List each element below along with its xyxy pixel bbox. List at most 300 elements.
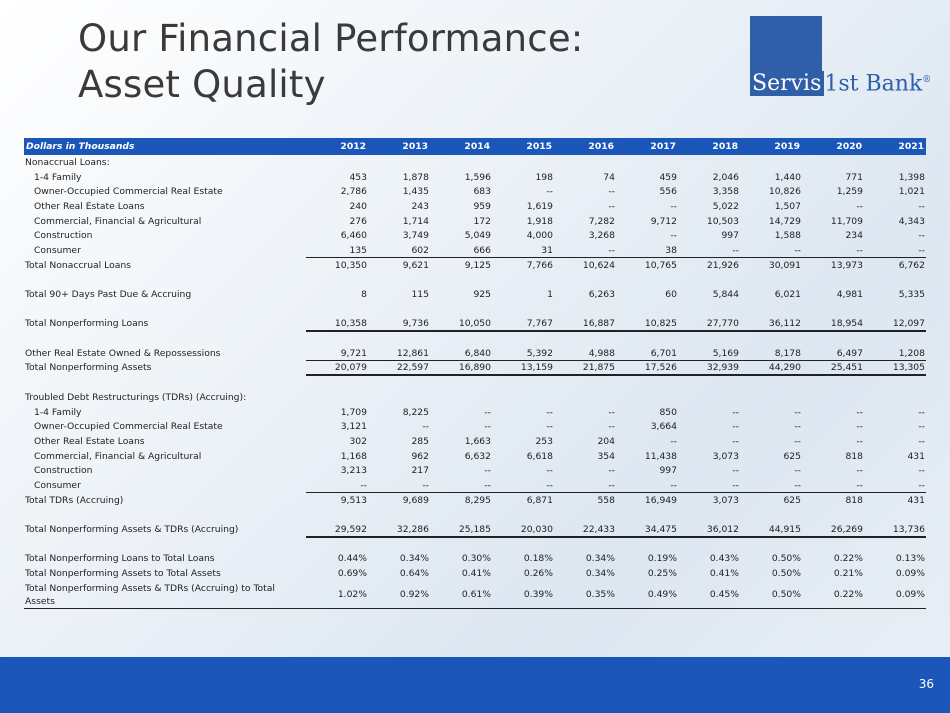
cell-value: 74: [603, 171, 615, 183]
cell-value: 3,213: [340, 465, 367, 477]
header-dollars-in-thousands: Dollars in Thousands: [24, 138, 306, 155]
empty-cell: [802, 331, 864, 346]
cell-value: 9,689: [402, 494, 429, 506]
cell-value: 10,350: [334, 259, 367, 271]
cell-value: 22,433: [554, 522, 616, 537]
cell-value: 30,091: [768, 259, 801, 271]
row-label: [24, 375, 306, 390]
empty-cell: [740, 273, 802, 288]
empty-cell: [740, 375, 802, 390]
empty-cell: [492, 537, 554, 552]
cell-value: 556: [659, 186, 677, 198]
cell-value: 240: [349, 200, 367, 212]
cell-value: 5,022: [712, 200, 739, 212]
row-label: Owner-Occupied Commercial Real Estate: [34, 186, 223, 198]
cell-value: --: [546, 465, 553, 477]
cell-value: 997: [721, 230, 739, 242]
logo-word-servis: Servis: [750, 71, 824, 96]
cell-value: 0.39%: [492, 581, 554, 609]
cell-value: 253: [535, 435, 553, 447]
cell-value: 25,451: [802, 361, 864, 376]
cell-value: 29,592: [306, 522, 368, 537]
cell-value: --: [918, 421, 925, 433]
cell-value: 1,507: [774, 200, 801, 212]
cell-value: 172: [473, 215, 491, 227]
empty-cell: [802, 390, 864, 405]
cell-value: 7,766: [526, 259, 553, 271]
cell-value: 1,435: [402, 186, 429, 198]
row-label: Nonaccrual Loans:: [25, 156, 110, 168]
cell-value: 4,988: [554, 346, 616, 361]
cell-value: 0.34%: [585, 568, 615, 580]
cell-value: 14,729: [768, 215, 801, 227]
spacer-row: [24, 331, 926, 346]
cell-value: 0.21%: [833, 568, 863, 580]
cell-value: 12,097: [864, 317, 926, 332]
empty-cell: [368, 537, 430, 552]
empty-cell: [554, 375, 616, 390]
cell-value: 6,263: [588, 289, 615, 301]
empty-cell: [616, 375, 678, 390]
cell-value: 0.45%: [678, 581, 740, 609]
cell-value: 0.19%: [647, 553, 677, 565]
cell-value: 27,770: [678, 317, 740, 332]
cell-value: 6,460: [340, 230, 367, 242]
empty-cell: [492, 508, 554, 523]
cell-value: 10,358: [306, 317, 368, 332]
empty-cell: [306, 155, 368, 170]
cell-value: --: [740, 478, 802, 493]
cell-value: 3,268: [588, 230, 615, 242]
cell-value: --: [732, 465, 739, 477]
table-row: [24, 478, 926, 493]
cell-value: 818: [845, 494, 863, 506]
empty-cell: [368, 508, 430, 523]
cell-value: --: [864, 478, 926, 493]
table-row: [24, 463, 926, 478]
cell-value: 17,526: [616, 361, 678, 376]
empty-cell: [740, 508, 802, 523]
row-label: Total TDRs (Accruing): [25, 494, 124, 506]
slide-title-line-1: Our Financial Performance:: [78, 17, 584, 60]
cell-value: 0.13%: [895, 553, 925, 565]
empty-cell: [864, 273, 926, 288]
row-label: Total Nonperforming Loans to Total Loans: [25, 553, 215, 565]
table-row: [24, 317, 926, 332]
cell-value: 34,475: [616, 522, 678, 537]
empty-cell: [368, 155, 430, 170]
empty-cell: [430, 537, 492, 552]
cell-value: --: [918, 200, 925, 212]
cell-value: 44,915: [740, 522, 802, 537]
cell-value: 558: [597, 494, 615, 506]
cell-value: 0.41%: [709, 568, 739, 580]
empty-cell: [554, 302, 616, 317]
cell-value: 4,343: [898, 215, 925, 227]
cell-value: 1,259: [836, 186, 863, 198]
cell-value: 4,000: [526, 230, 553, 242]
cell-value: 0.09%: [864, 581, 926, 609]
empty-cell: [430, 331, 492, 346]
row-label: Total Nonperforming Assets to Total Assets: [25, 568, 221, 580]
empty-cell: [306, 331, 368, 346]
cell-value: 285: [411, 435, 429, 447]
cell-value: 1,619: [526, 200, 553, 212]
cell-value: --: [546, 421, 553, 433]
cell-value: 0.69%: [337, 568, 367, 580]
empty-cell: [678, 375, 740, 390]
cell-value: 10,765: [644, 259, 677, 271]
cell-value: 818: [845, 450, 863, 462]
header-year: 2017: [616, 138, 678, 155]
table-row: [24, 184, 926, 199]
empty-cell: [554, 508, 616, 523]
cell-value: 1.02%: [306, 581, 368, 609]
cell-value: 8: [361, 289, 367, 301]
cell-value: 18,954: [802, 317, 864, 332]
cell-value: 0.61%: [430, 581, 492, 609]
cell-value: 1,714: [402, 215, 429, 227]
cell-value: --: [430, 478, 492, 493]
cell-value: 0.34%: [399, 553, 429, 565]
cell-value: 9,736: [368, 317, 430, 332]
cell-value: 0.22%: [833, 553, 863, 565]
empty-cell: [678, 273, 740, 288]
empty-cell: [864, 331, 926, 346]
cell-value: --: [794, 406, 801, 418]
cell-value: 1,878: [402, 171, 429, 183]
cell-value: --: [422, 421, 429, 433]
empty-cell: [492, 273, 554, 288]
cell-value: 3,121: [340, 421, 367, 433]
cell-value: 6,840: [430, 346, 492, 361]
cell-value: --: [794, 465, 801, 477]
cell-value: 459: [659, 171, 677, 183]
empty-cell: [492, 390, 554, 405]
table-row: [24, 390, 926, 405]
cell-value: 431: [907, 494, 925, 506]
cell-value: --: [918, 230, 925, 242]
empty-cell: [740, 302, 802, 317]
table-row: [24, 258, 926, 273]
empty-cell: [864, 508, 926, 523]
cell-value: 5,335: [898, 289, 925, 301]
cell-value: 10,825: [616, 317, 678, 332]
slide-title: [78, 16, 583, 108]
empty-cell: [492, 155, 554, 170]
empty-cell: [864, 375, 926, 390]
cell-value: --: [608, 200, 615, 212]
cell-value: 217: [411, 465, 429, 477]
header-year: 2012: [306, 138, 368, 155]
empty-cell: [492, 375, 554, 390]
empty-cell: [616, 302, 678, 317]
empty-cell: [616, 273, 678, 288]
slide-title-line-2: Asset Quality: [78, 63, 326, 106]
empty-cell: [368, 375, 430, 390]
cell-value: 1,596: [464, 171, 491, 183]
cell-value: 9,513: [340, 494, 367, 506]
cell-value: 13,736: [864, 522, 926, 537]
header-year: 2014: [430, 138, 492, 155]
cell-value: 1,663: [464, 435, 491, 447]
row-label: Consumer: [34, 479, 81, 491]
empty-cell: [802, 375, 864, 390]
cell-value: 21,875: [554, 361, 616, 376]
empty-cell: [616, 508, 678, 523]
cell-value: 10,503: [706, 215, 739, 227]
row-label: Consumer: [34, 244, 81, 256]
empty-cell: [678, 508, 740, 523]
cell-value: 5,049: [464, 230, 491, 242]
cell-value: --: [484, 421, 491, 433]
cell-value: --: [732, 435, 739, 447]
cell-value: 683: [473, 186, 491, 198]
empty-cell: [740, 155, 802, 170]
cell-value: 11,709: [830, 215, 863, 227]
cell-value: 0.50%: [740, 581, 802, 609]
cell-value: --: [740, 243, 802, 258]
cell-value: --: [918, 465, 925, 477]
cell-value: 8,225: [402, 406, 429, 418]
cell-value: 3,749: [402, 230, 429, 242]
cell-value: 6,021: [774, 289, 801, 301]
cell-value: 32,939: [678, 361, 740, 376]
cell-value: --: [864, 243, 926, 258]
cell-value: --: [484, 406, 491, 418]
cell-value: --: [856, 465, 863, 477]
cell-value: 6,632: [464, 450, 491, 462]
empty-cell: [554, 390, 616, 405]
cell-value: --: [546, 186, 553, 198]
cell-value: 925: [473, 289, 491, 301]
cell-value: 3,073: [712, 450, 739, 462]
spacer-row: [24, 273, 926, 288]
empty-cell: [430, 273, 492, 288]
empty-cell: [616, 155, 678, 170]
cell-value: 44,290: [740, 361, 802, 376]
cell-value: 0.25%: [647, 568, 677, 580]
cell-value: 12,861: [368, 346, 430, 361]
cell-value: 16,949: [644, 494, 677, 506]
row-label: [24, 331, 306, 346]
logo-registered-mark: ®: [922, 75, 932, 85]
cell-value: 0.34%: [585, 553, 615, 565]
row-label: Total Nonaccrual Loans: [25, 259, 131, 271]
cell-value: 6,762: [898, 259, 925, 271]
cell-value: 13,159: [492, 361, 554, 376]
cell-value: 1,588: [774, 230, 801, 242]
cell-value: 5,844: [712, 289, 739, 301]
cell-value: --: [794, 421, 801, 433]
cell-value: --: [918, 435, 925, 447]
cell-value: 20,030: [492, 522, 554, 537]
empty-cell: [740, 331, 802, 346]
empty-cell: [554, 273, 616, 288]
empty-cell: [430, 302, 492, 317]
empty-cell: [740, 390, 802, 405]
cell-value: 1: [547, 289, 553, 301]
cell-value: 13,305: [864, 361, 926, 376]
empty-cell: [678, 331, 740, 346]
empty-cell: [740, 537, 802, 552]
row-label: Total Nonperforming Assets & TDRs (Accruing) to Total Assets: [24, 581, 306, 609]
cell-value: --: [856, 421, 863, 433]
cell-value: 31: [492, 243, 554, 258]
cell-value: 625: [783, 494, 801, 506]
row-label: 1-4 Family: [34, 406, 82, 418]
table-header-row: [24, 138, 926, 155]
cell-value: 1,440: [774, 171, 801, 183]
empty-cell: [554, 537, 616, 552]
empty-cell: [802, 155, 864, 170]
spacer-row: [24, 508, 926, 523]
cell-value: 771: [845, 171, 863, 183]
cell-value: 850: [659, 406, 677, 418]
row-label: Owner-Occupied Commercial Real Estate: [34, 421, 223, 433]
header-year: 2015: [492, 138, 554, 155]
cell-value: 9,721: [306, 346, 368, 361]
empty-cell: [368, 390, 430, 405]
row-label: 1-4 Family: [34, 171, 82, 183]
row-label: [24, 537, 306, 552]
row-label: Commercial, Financial & Agricultural: [34, 215, 202, 227]
header-year: 2020: [802, 138, 864, 155]
empty-cell: [864, 537, 926, 552]
cell-value: 10,826: [768, 186, 801, 198]
empty-cell: [306, 375, 368, 390]
asset-quality-table: [24, 138, 926, 609]
cell-value: 0.09%: [895, 568, 925, 580]
empty-cell: [616, 537, 678, 552]
spacer-row: [24, 537, 926, 552]
empty-cell: [306, 508, 368, 523]
cell-value: 1,168: [340, 450, 367, 462]
cell-value: 26,269: [802, 522, 864, 537]
empty-cell: [368, 273, 430, 288]
cell-value: 0.30%: [461, 553, 491, 565]
cell-value: --: [732, 406, 739, 418]
empty-cell: [430, 375, 492, 390]
empty-cell: [554, 331, 616, 346]
cell-value: 10,050: [430, 317, 492, 332]
cell-value: 0.44%: [337, 553, 367, 565]
cell-value: --: [678, 243, 740, 258]
cell-value: 115: [411, 289, 429, 301]
spacer-row: [24, 302, 926, 317]
empty-cell: [430, 390, 492, 405]
table-row: [24, 522, 926, 537]
table-row: [24, 449, 926, 464]
row-label: Commercial, Financial & Agricultural: [34, 450, 202, 462]
cell-value: --: [484, 465, 491, 477]
cell-value: 0.35%: [554, 581, 616, 609]
row-label: Total 90+ Days Past Due & Accruing: [25, 289, 192, 301]
cell-value: 0.92%: [368, 581, 430, 609]
servisfirst-bank-logo: [746, 16, 932, 97]
empty-cell: [430, 155, 492, 170]
cell-value: 36,012: [678, 522, 740, 537]
cell-value: --: [802, 243, 864, 258]
row-label: Total Nonperforming Assets & TDRs (Accruing): [25, 524, 239, 536]
cell-value: 4,981: [836, 289, 863, 301]
cell-value: 3,358: [712, 186, 739, 198]
cell-value: --: [616, 478, 678, 493]
header-year: 2021: [864, 138, 926, 155]
cell-value: 354: [597, 450, 615, 462]
cell-value: --: [670, 200, 677, 212]
empty-cell: [864, 155, 926, 170]
cell-value: 5,392: [492, 346, 554, 361]
table-row: [24, 155, 926, 170]
cell-value: 0.43%: [709, 553, 739, 565]
cell-value: 7,767: [492, 317, 554, 332]
cell-value: --: [306, 478, 368, 493]
empty-cell: [678, 390, 740, 405]
cell-value: 0.64%: [399, 568, 429, 580]
empty-cell: [306, 537, 368, 552]
cell-value: 0.49%: [616, 581, 678, 609]
cell-value: 36,112: [740, 317, 802, 332]
cell-value: 2,046: [712, 171, 739, 183]
cell-value: 6,701: [616, 346, 678, 361]
page-number: 36: [918, 677, 934, 691]
cell-value: 962: [411, 450, 429, 462]
header-year: 2018: [678, 138, 740, 155]
cell-value: 8,178: [740, 346, 802, 361]
cell-value: 6,618: [526, 450, 553, 462]
empty-cell: [678, 537, 740, 552]
cell-value: 6,871: [526, 494, 553, 506]
cell-value: --: [678, 478, 740, 493]
table-row: [24, 566, 926, 581]
table-row: [24, 434, 926, 449]
row-label: [24, 273, 306, 288]
cell-value: 3,073: [712, 494, 739, 506]
empty-cell: [802, 537, 864, 552]
table-row: [24, 243, 926, 258]
cell-value: 7,282: [588, 215, 615, 227]
cell-value: --: [794, 435, 801, 447]
table-row: [24, 493, 926, 508]
footer-bar: [0, 657, 950, 713]
cell-value: 32,286: [368, 522, 430, 537]
empty-cell: [306, 273, 368, 288]
cell-value: 602: [368, 243, 430, 258]
cell-value: --: [608, 421, 615, 433]
cell-value: 198: [535, 171, 553, 183]
cell-value: --: [856, 200, 863, 212]
cell-value: 16,887: [554, 317, 616, 332]
empty-cell: [306, 390, 368, 405]
table-row: [24, 287, 926, 302]
empty-cell: [554, 155, 616, 170]
cell-value: --: [492, 478, 554, 493]
cell-value: 1,208: [864, 346, 926, 361]
cell-value: 0.18%: [523, 553, 553, 565]
cell-value: --: [608, 465, 615, 477]
cell-value: --: [856, 435, 863, 447]
cell-value: 625: [783, 450, 801, 462]
table-row: [24, 170, 926, 185]
cell-value: 6,497: [802, 346, 864, 361]
cell-value: --: [918, 406, 925, 418]
cell-value: 9,125: [464, 259, 491, 271]
row-label: Construction: [34, 465, 93, 477]
empty-cell: [864, 302, 926, 317]
empty-cell: [802, 273, 864, 288]
header-year: 2016: [554, 138, 616, 155]
